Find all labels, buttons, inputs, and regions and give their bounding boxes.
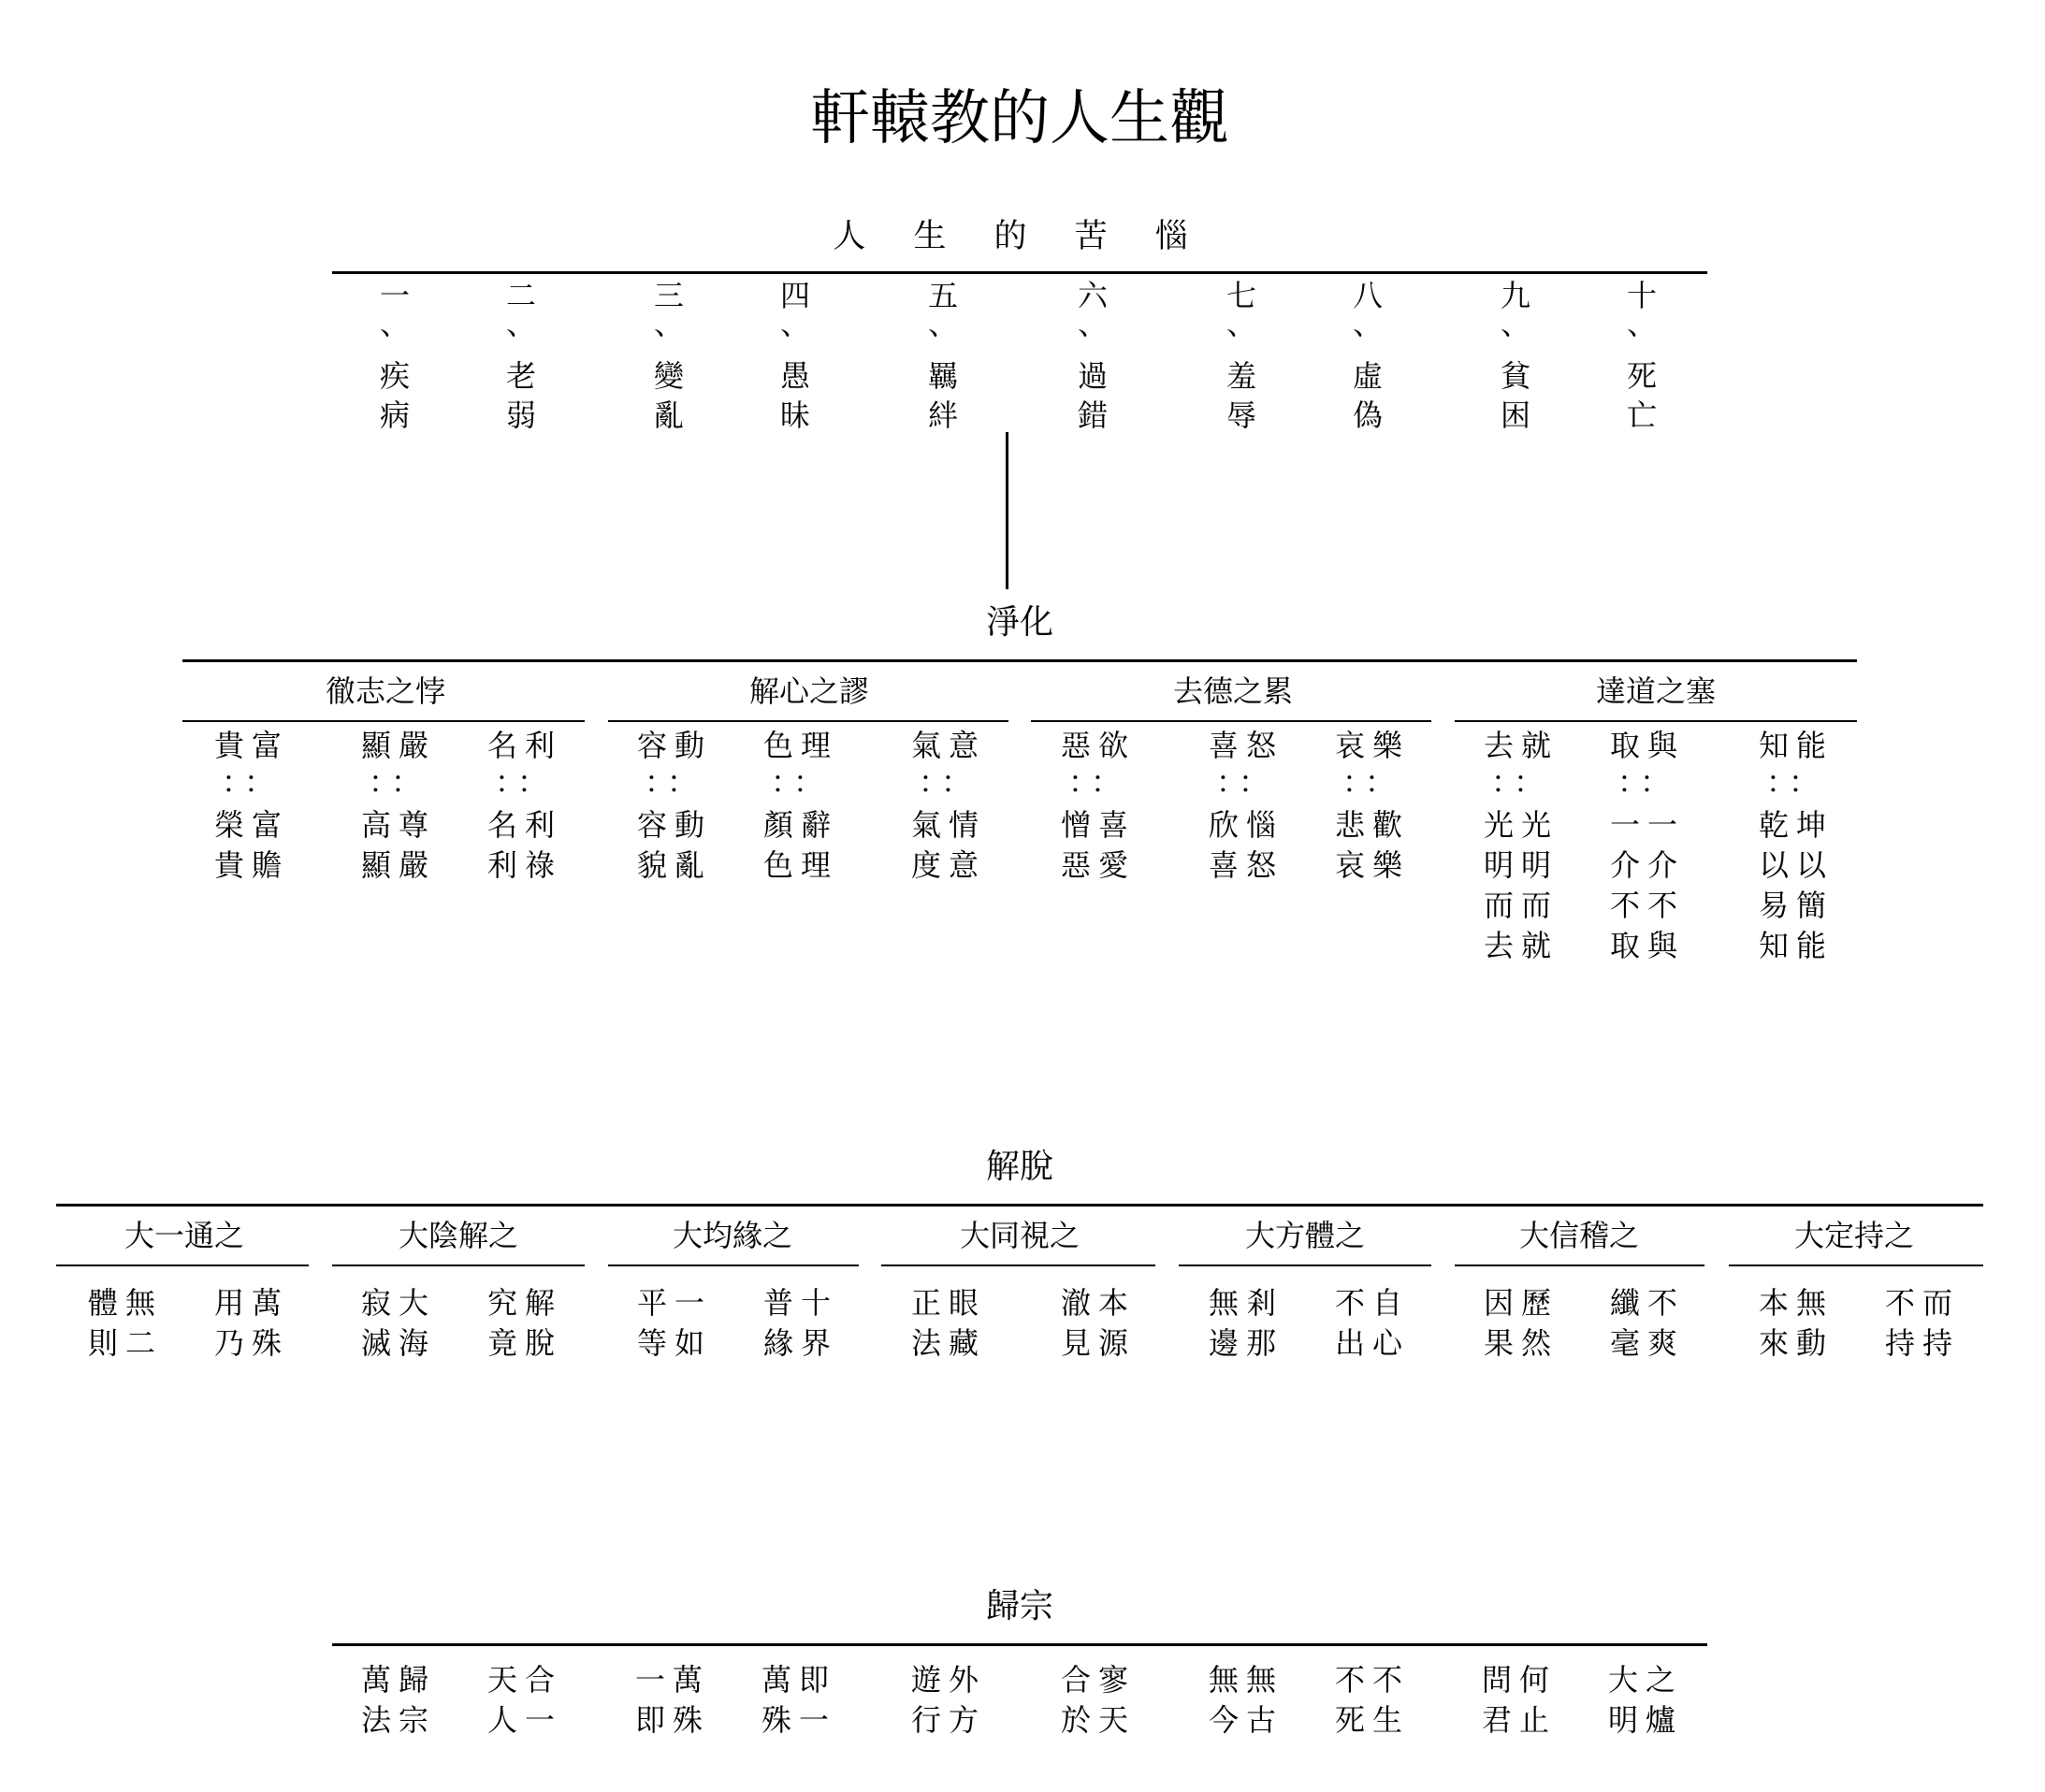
suffering-mark: 、 <box>505 306 537 341</box>
liberation-col-line: 體無 <box>87 1285 164 1321</box>
return-col-line: 合寥 <box>1060 1662 1137 1698</box>
purification-col-line: 知能 <box>1758 928 1835 963</box>
purification-col-line: 容動 <box>636 807 713 843</box>
liberation-col-line: 滅海 <box>360 1325 437 1361</box>
suffering-char: 死 <box>1626 358 1658 394</box>
liberation-group-title: 大同視之 <box>959 1218 1081 1253</box>
liberation-group-divider <box>881 1265 1155 1266</box>
purification-group-divider <box>182 720 585 722</box>
liberation-col-line: 寂大 <box>360 1285 437 1321</box>
suffering-number: 一 <box>379 278 411 313</box>
purification-col-line: 榮富 <box>213 807 290 843</box>
purification-col-head: 名利 <box>486 728 563 763</box>
suffering-mark: 、 <box>1352 306 1384 341</box>
page-title: 軒轅教的人生觀 <box>810 84 1229 153</box>
purification-col-line: 一一 <box>1609 807 1686 843</box>
liberation-col-line: 澈本 <box>1060 1285 1137 1321</box>
purification-group-title: 達道之塞 <box>1595 673 1717 709</box>
purification-col-line: 以以 <box>1758 847 1835 883</box>
return-col-line: 今古 <box>1208 1702 1284 1738</box>
purification-col-head: 取與 <box>1609 728 1686 763</box>
return-col-line: 明爐 <box>1607 1702 1684 1738</box>
suffering-char: 亂 <box>653 397 685 433</box>
purification-col-head: 色理 <box>762 728 839 763</box>
suffering-char: 疾 <box>379 358 411 394</box>
liberation-group-divider <box>1455 1265 1704 1266</box>
liberation-col-line: 持持 <box>1884 1325 1961 1361</box>
liberation-col-line: 則二 <box>87 1325 164 1361</box>
liberation-col-line: 出心 <box>1334 1325 1411 1361</box>
purification-col-line: 氣情 <box>910 807 987 843</box>
suffering-number: 六 <box>1077 278 1109 313</box>
purification-group-title: 徹志之悖 <box>325 673 446 709</box>
liberation-col-line: 無剎 <box>1208 1285 1284 1321</box>
liberation-col-line: 等如 <box>636 1325 713 1361</box>
return-col-line: 天合 <box>486 1662 563 1698</box>
liberation-col-line: 本無 <box>1758 1285 1835 1321</box>
purification-group-title: 解心之謬 <box>748 673 870 709</box>
purification-divider <box>182 659 1857 662</box>
suffering-char: 困 <box>1500 397 1531 433</box>
return-col-line: 人一 <box>486 1702 563 1738</box>
return-col-line: 遊外 <box>910 1662 987 1698</box>
liberation-group-title: 大定持之 <box>1793 1218 1915 1253</box>
return-col-line: 行方 <box>910 1702 987 1738</box>
liberation-col-line: 邊那 <box>1208 1325 1284 1361</box>
suffering-char: 老 <box>505 358 537 394</box>
return-col-line: 一萬 <box>634 1662 711 1698</box>
purification-col-head: 顯嚴 <box>360 728 437 763</box>
suffering-char: 偽 <box>1352 397 1384 433</box>
purification-col-head: 貴富 <box>213 728 290 763</box>
purification-col-line: 取與 <box>1609 928 1686 963</box>
purification-col-colon: ：： <box>1617 764 1678 800</box>
suffering-mark: 、 <box>1500 306 1531 341</box>
suffering-char: 昧 <box>779 397 811 433</box>
suffering-number: 十 <box>1626 278 1658 313</box>
liberation-col-line: 纖不 <box>1609 1285 1686 1321</box>
suffering-char: 絆 <box>927 397 959 433</box>
suffering-char: 羈 <box>927 358 959 394</box>
suffering-char: 羞 <box>1226 358 1257 394</box>
liberation-group-divider <box>1729 1265 1983 1266</box>
suffering-char: 虛 <box>1352 358 1384 394</box>
suffering-number: 二 <box>505 278 537 313</box>
suffering-number: 三 <box>653 278 685 313</box>
sufferings-divider <box>332 271 1707 274</box>
purification-col-line: 顏辭 <box>762 807 839 843</box>
suffering-mark: 、 <box>1226 306 1257 341</box>
liberation-group-divider <box>56 1265 309 1266</box>
purification-col-colon: ：： <box>221 764 283 800</box>
liberation-divider <box>56 1204 1983 1207</box>
suffering-char: 過 <box>1077 358 1109 394</box>
suffering-number: 四 <box>779 278 811 313</box>
purification-col-colon: ：： <box>494 764 556 800</box>
purification-col-head: 去就 <box>1483 728 1559 763</box>
liberation-col-line: 來動 <box>1758 1325 1835 1361</box>
liberation-group-title: 大陰解之 <box>398 1218 519 1253</box>
purification-col-head: 容動 <box>636 728 713 763</box>
purification-col-line: 色理 <box>762 847 839 883</box>
purification-col-line: 易簡 <box>1758 888 1835 923</box>
liberation-group-title: 大一通之 <box>123 1218 245 1253</box>
purification-col-line: 顯嚴 <box>360 847 437 883</box>
liberation-group-divider <box>1179 1265 1431 1266</box>
liberation-group-title: 大均緣之 <box>672 1218 793 1253</box>
connector-line <box>1006 432 1008 589</box>
suffering-mark: 、 <box>1626 306 1658 341</box>
purification-col-line: 名利 <box>486 807 563 843</box>
return-col-line: 死生 <box>1334 1702 1411 1738</box>
liberation-col-line: 究解 <box>486 1285 563 1321</box>
liberation-col-line: 不自 <box>1334 1285 1411 1321</box>
purification-col-line: 明明 <box>1483 847 1559 883</box>
purification-col-head: 惡欲 <box>1060 728 1137 763</box>
purification-group-divider <box>1455 720 1857 722</box>
purification-col-colon: ：： <box>1215 764 1277 800</box>
purification-col-line: 欣惱 <box>1208 807 1284 843</box>
suffering-char: 辱 <box>1226 397 1257 433</box>
suffering-number: 五 <box>927 278 959 313</box>
purification-col-line: 介介 <box>1609 847 1686 883</box>
purification-col-head: 哀樂 <box>1334 728 1411 763</box>
liberation-heading: 解脫 <box>985 1148 1054 1186</box>
purification-col-colon: ：： <box>770 764 832 800</box>
return-col-line: 問何 <box>1481 1662 1558 1698</box>
purification-col-line: 貴贍 <box>213 847 290 883</box>
liberation-col-line: 普十 <box>762 1285 839 1321</box>
suffering-char: 病 <box>379 397 411 433</box>
purification-col-head: 知能 <box>1758 728 1835 763</box>
purification-col-line: 喜怒 <box>1208 847 1284 883</box>
return-divider <box>332 1643 1707 1646</box>
purification-col-line: 度意 <box>910 847 987 883</box>
suffering-char: 弱 <box>505 397 537 433</box>
purification-group-divider <box>1031 720 1431 722</box>
purification-col-line: 利祿 <box>486 847 563 883</box>
suffering-number: 八 <box>1352 278 1384 313</box>
sufferings-heading: 人 生 的 苦 惱 <box>833 218 1207 255</box>
return-col-line: 君止 <box>1481 1702 1558 1738</box>
return-col-line: 萬歸 <box>360 1662 437 1698</box>
purification-col-colon: ：： <box>1067 764 1129 800</box>
purification-heading: 淨化 <box>985 603 1054 642</box>
liberation-col-line: 緣界 <box>762 1325 839 1361</box>
liberation-col-line: 竟脫 <box>486 1325 563 1361</box>
purification-col-line: 惡愛 <box>1060 847 1137 883</box>
purification-col-line: 不不 <box>1609 888 1686 923</box>
purification-col-line: 乾坤 <box>1758 807 1835 843</box>
purification-col-line: 悲歡 <box>1334 807 1411 843</box>
liberation-col-line: 平一 <box>636 1285 713 1321</box>
liberation-col-line: 法藏 <box>910 1325 987 1361</box>
suffering-char: 錯 <box>1077 397 1109 433</box>
return-col-line: 法宗 <box>360 1702 437 1738</box>
purification-col-colon: ：： <box>1490 764 1552 800</box>
liberation-col-line: 毫爽 <box>1609 1325 1686 1361</box>
suffering-char: 亡 <box>1626 397 1658 433</box>
purification-col-line: 哀樂 <box>1334 847 1411 883</box>
liberation-group-title: 大方體之 <box>1244 1218 1366 1253</box>
return-col-line: 大之 <box>1607 1662 1684 1698</box>
purification-col-line: 光光 <box>1483 807 1559 843</box>
purification-col-head: 氣意 <box>910 728 987 763</box>
return-col-line: 即殊 <box>634 1702 711 1738</box>
return-col-line: 萬即 <box>761 1662 837 1698</box>
liberation-col-line: 因歷 <box>1483 1285 1559 1321</box>
liberation-col-line: 用萬 <box>213 1285 290 1321</box>
suffering-mark: 、 <box>779 306 811 341</box>
liberation-col-line: 果然 <box>1483 1325 1559 1361</box>
suffering-char: 貧 <box>1500 358 1531 394</box>
liberation-col-line: 正眼 <box>910 1285 987 1321</box>
suffering-mark: 、 <box>379 306 411 341</box>
return-col-line: 殊一 <box>761 1702 837 1738</box>
liberation-group-divider <box>608 1265 859 1266</box>
purification-col-colon: ：： <box>918 764 979 800</box>
purification-col-colon: ：： <box>1765 764 1827 800</box>
purification-col-head: 喜怒 <box>1208 728 1284 763</box>
purification-col-line: 去就 <box>1483 928 1559 963</box>
liberation-col-line: 見源 <box>1060 1325 1137 1361</box>
return-col-line: 不不 <box>1334 1662 1411 1698</box>
purification-col-line: 憎喜 <box>1060 807 1137 843</box>
purification-col-line: 貌亂 <box>636 847 713 883</box>
liberation-col-line: 不而 <box>1884 1285 1961 1321</box>
return-heading: 歸宗 <box>985 1587 1054 1626</box>
return-col-line: 於天 <box>1060 1702 1137 1738</box>
liberation-col-line: 乃殊 <box>213 1325 290 1361</box>
purification-col-line: 高尊 <box>360 807 437 843</box>
suffering-char: 愚 <box>779 358 811 394</box>
purification-group-divider <box>608 720 1008 722</box>
suffering-number: 九 <box>1500 278 1531 313</box>
suffering-char: 變 <box>653 358 685 394</box>
suffering-mark: 、 <box>927 306 959 341</box>
purification-col-line: 而而 <box>1483 888 1559 923</box>
purification-col-colon: ：： <box>644 764 705 800</box>
purification-group-title: 去德之累 <box>1172 673 1294 709</box>
purification-col-colon: ：： <box>1342 764 1403 800</box>
liberation-group-title: 大信稽之 <box>1518 1218 1640 1253</box>
liberation-group-divider <box>332 1265 585 1266</box>
return-col-line: 無無 <box>1208 1662 1284 1698</box>
suffering-number: 七 <box>1226 278 1257 313</box>
purification-col-colon: ：： <box>368 764 429 800</box>
suffering-mark: 、 <box>653 306 685 341</box>
suffering-mark: 、 <box>1077 306 1109 341</box>
